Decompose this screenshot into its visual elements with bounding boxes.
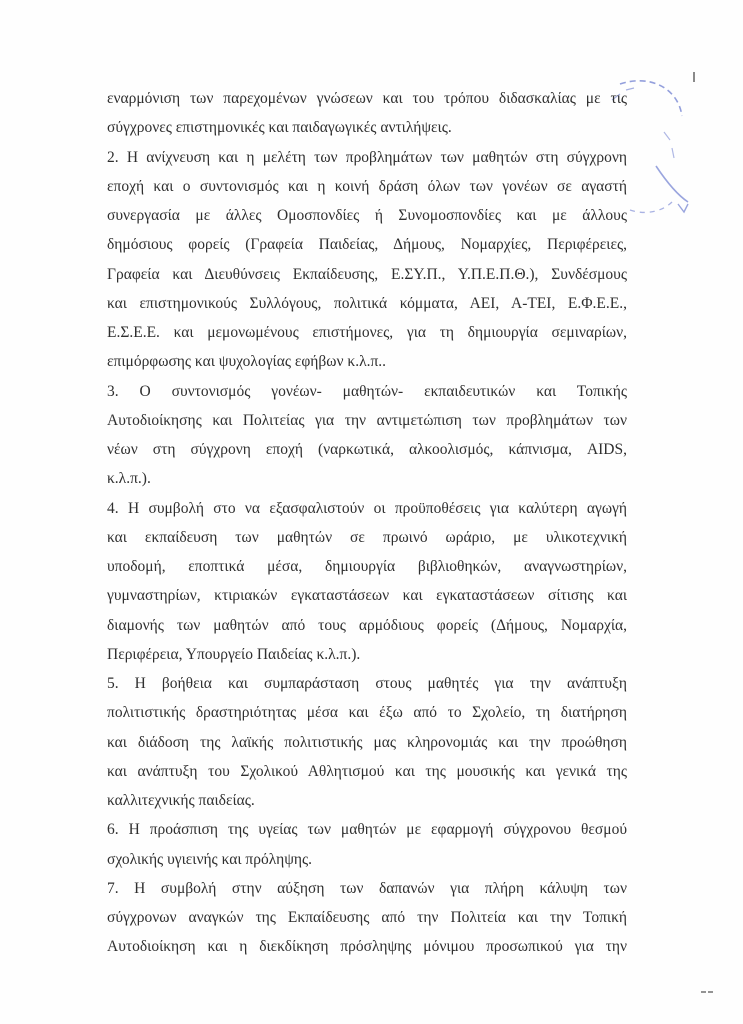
text-line: δημόσιους φορείς (Γραφεία Παιδείας, Δήμους, Νομαρχίες, Περιφέρειες, (107, 236, 627, 254)
text-line: και επιστημονικούς Συλλόγους, πολιτικά κόμματα, ΑΕΙ, Α-ΤΕΙ, Ε.Φ.Ε.Ε., (107, 294, 627, 312)
scan-corner-mark (700, 990, 714, 994)
text-line: σύγχρονων αναγκών της Εκπαίδευσης από την Πολιτεία και την Τοπική (107, 909, 627, 926)
text-line: 6. Η προάσπιση της υγείας των μαθητών με εφαρμογή σύγχρονου θεσμού (107, 821, 627, 839)
text-line: 7. Η συμβολή στην αύξηση των δαπανών για πλήρη κάλυψη των (107, 879, 627, 897)
text-line: εναρμόνιση των παρεχομένων γνώσεων και του τρόπου διδασκαλίας με τις (107, 90, 627, 107)
text-line: και διάδοση της λαϊκής πολιτιστικής μας κληρονομιάς και την προώθηση (107, 733, 627, 751)
document-body (107, 84, 627, 962)
text-line: εποχή και ο συντονισμός και η κοινή δράση όλων των γονέων σε αγαστή (107, 177, 627, 195)
text-line: σχολικής υγιεινής και πρόληψης. (107, 850, 313, 868)
text-line: και ανάπτυξη του Σχολικού Αθλητισμού και της μουσικής και γενικά της (107, 762, 627, 780)
text-line: 2. Η ανίχνευση και η μελέτη των προβλημάτων των μαθητών στη σύγχρονη (107, 148, 627, 166)
text-line: υποδομή, εποπτικά μέσα, δημιουργία βιβλιοθηκών, αναγνωστηρίων, (107, 558, 627, 575)
text-line: Αυτοδιοίκηση και η διεκδίκηση πρόσληψης μόνιμου προσωπικού για την (107, 938, 627, 956)
text-line: νέων στη σύγχρονη εποχή (ναρκωτικά, αλκοολισμός, κάπνισμα, AIDS, (107, 441, 627, 458)
text-line: επιμόρφωσης και ψυχολογίας εφήβων κ.λ.π.. (107, 353, 387, 371)
text-line: 5. Η βοήθεια και συμπαράσταση στους μαθητές για την ανάπτυξη (107, 675, 627, 692)
text-line: και εκπαίδευση των μαθητών σε πρωινό ωράριο, με υλικοτεχνική (107, 528, 627, 546)
text-line: 4. Η συμβολή στο να εξασφαλιστούν οι προϋποθέσεις για καλύτερη αγωγή (107, 499, 627, 517)
text-line: Περιφέρεια, Υπουργείο Παιδείας κ.λ.π.). (107, 645, 361, 663)
text-line: διαμονής των μαθητών από τους αρμόδιους φορείς (Δήμους, Νομαρχία, (107, 616, 627, 634)
text-line: γυμναστηρίων, κτιριακών εγκαταστάσεων και εγκαταστάσεων σίτισης και (107, 587, 627, 605)
text-line: καλλιτεχνικής παιδείας. (107, 792, 255, 809)
text-line: 3. Ο συντονισμός γονέων- μαθητών- εκπαιδευτικών και Τοπικής (107, 382, 627, 400)
text-line: Αυτοδιοίκησης και Πολιτείας για την αντιμετώπιση των προβλημάτων των (107, 411, 627, 429)
text-line: συνεργασία με άλλες Ομοσπονδίες ή Συνομοσπονδίες και με άλλους (107, 207, 627, 224)
text-line: Γραφεία και Διευθύνσεις Εκπαίδευσης, Ε.ΣΥ.Π., Υ.Π.Ε.Π.Θ.), Συνδέσμους (107, 265, 627, 283)
text-line: πολιτιστικής δραστηριότητας μέσα και έξω από το Σχολείο, τη διατήρηση (107, 704, 627, 722)
text-line: Ε.Σ.Ε.Ε. και μεμονωμένους επιστήμονες, για τη δημιουργία σεμιναρίων, (107, 324, 627, 341)
text-line: σύγχρονες επιστημονικές και παιδαγωγικές αντιλήψεις. (107, 119, 452, 137)
scan-edge-mark (693, 72, 695, 82)
text-line: κ.λ.π.). (107, 470, 151, 488)
